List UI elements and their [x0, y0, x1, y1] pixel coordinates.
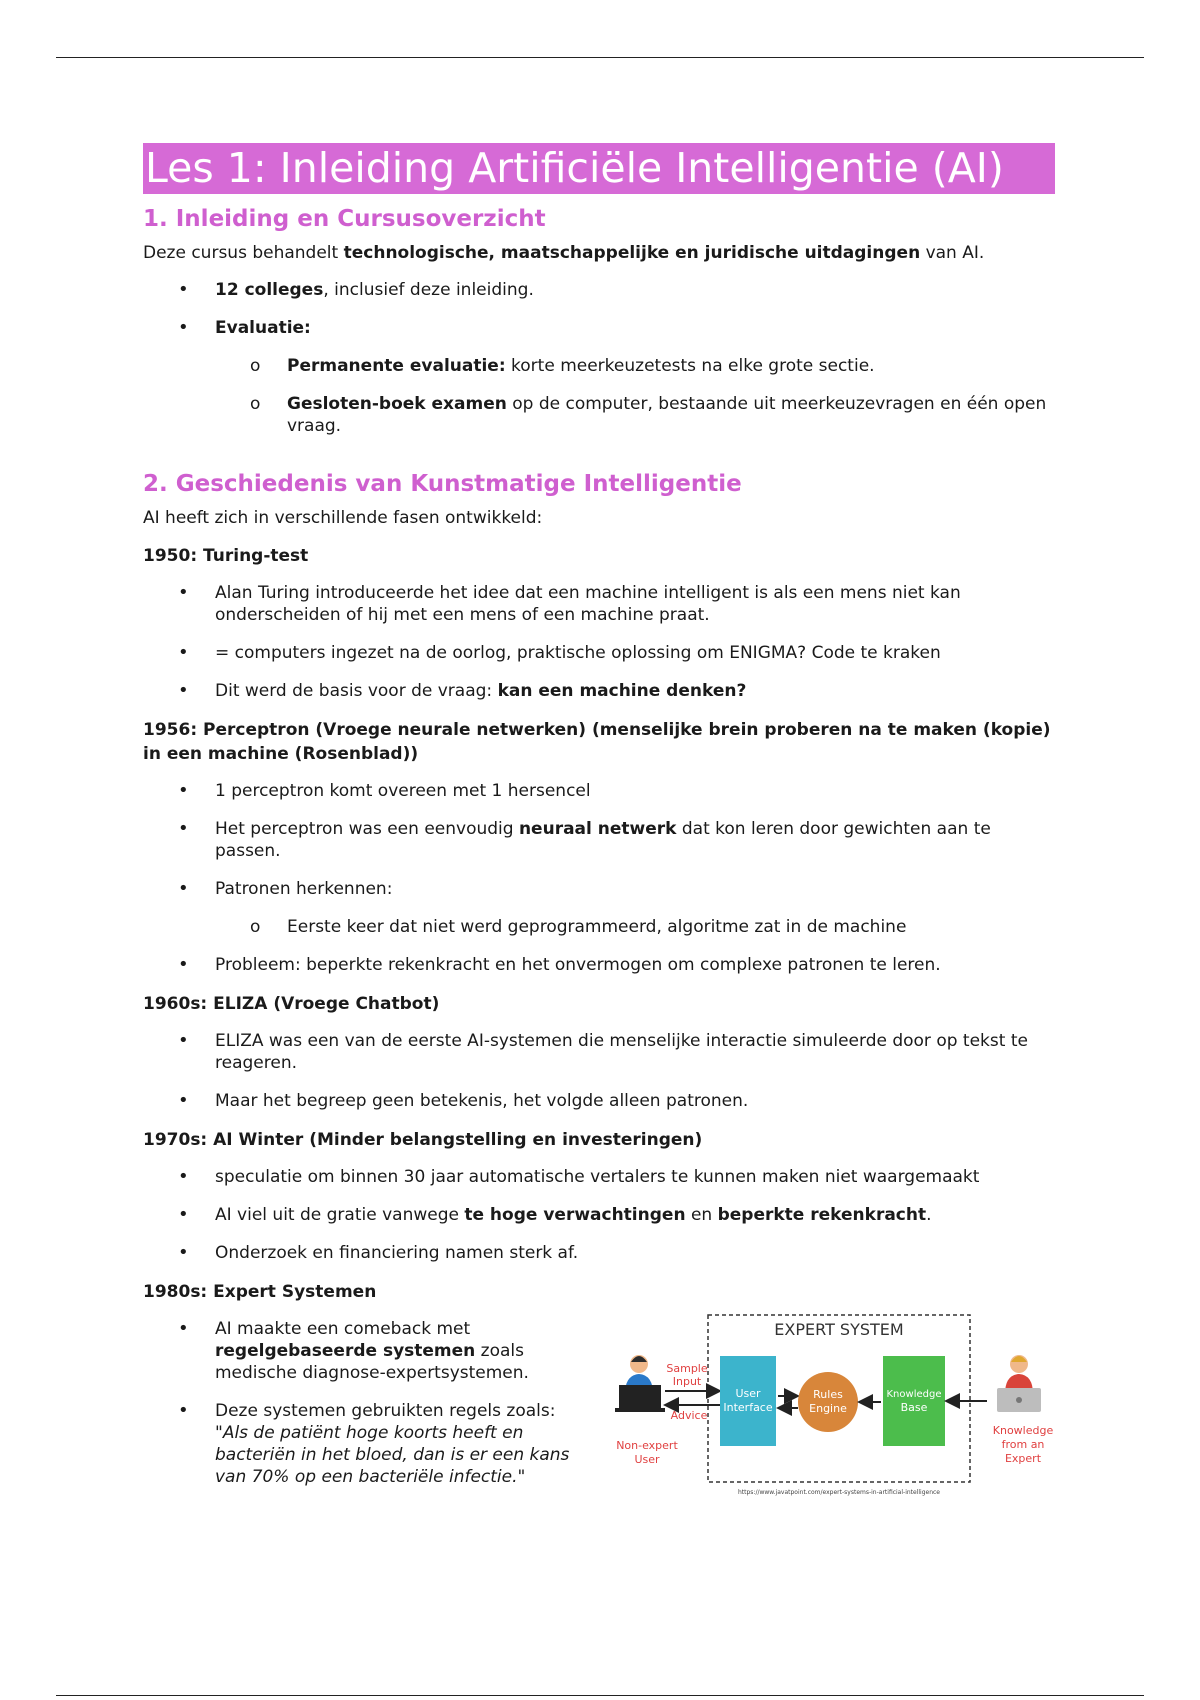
section-1-list	[143, 279, 1055, 437]
rules-engine-label-1: Rules	[813, 1388, 843, 1401]
period-1980-list	[143, 1318, 599, 1488]
document-body	[143, 143, 1055, 1504]
rules-engine-label-2: Engine	[809, 1402, 847, 1415]
list-item: o Permanente evaluatie: korte meerkeuzetests na elke grote sectie.	[215, 355, 1055, 377]
bottom-rule	[56, 1695, 1144, 1696]
list-item: • AI maakte een comeback met regelgebaseerde systemen zoals medische diagnose-expertsystemen.	[143, 1318, 599, 1384]
period-1960-list	[143, 1030, 1055, 1112]
list-item: • speculatie om binnen 30 jaar automatische vertalers te kunnen maken niet waargemaakt	[143, 1166, 1055, 1188]
list-item: • = computers ingezet na de oorlog, praktische oplossing om ENIGMA? Code te kraken	[143, 642, 1055, 664]
source-url: https://www.javatpoint.com/expert-systems-in-artificial-intelligence	[737, 1489, 941, 1496]
list-item: • Maar het begreep geen betekenis, het volgde alleen patronen.	[143, 1090, 1055, 1112]
expert-system-svg	[595, 1302, 1055, 1502]
list-item: • Het perceptron was een eenvoudig neuraal netwerk dat kon leren door gewichten aan te passen.	[143, 818, 1055, 862]
expert-system-diagram	[595, 1302, 1055, 1502]
list-item: • Deze systemen gebruikten regels zoals: "Als de patiënt hoge koorts heeft en bacteriën in het bloed, dan is er een kans van 70% op een bacteriële infectie."	[143, 1400, 599, 1488]
advice-label: Advice	[670, 1409, 708, 1422]
list-item: • Evaluatie: o Permanente evaluatie: korte meerkeuzetests na elke grote sectie. o Gesloten-boek examen op de computer, bestaande uit meerkeuzevragen en één open vraag.	[143, 317, 1055, 437]
non-expert-label-1: Non-expert	[616, 1439, 678, 1452]
user-interface-label-1: User	[735, 1387, 761, 1400]
expert-row	[143, 1318, 1055, 1504]
period-1970-heading: 1970s: AI Winter (Minder belangstelling en investeringen)	[143, 1130, 703, 1150]
period-1956-heading: 1956: Perceptron (Vroege neurale netwerken) (menselijke brein proberen na te maken (kopie) in een machine (Rosenblad))	[143, 720, 1051, 764]
section-2-heading: 2. Geschiedenis van Kunstmatige Intelligentie	[143, 471, 742, 497]
pattern-sublist	[215, 916, 1055, 938]
list-item: • 1 perceptron komt overeen met 1 hersencel	[143, 780, 1055, 802]
list-item: • Probleem: beperkte rekenkracht en het onvermogen om complexe patronen te leren.	[143, 954, 1055, 976]
top-rule	[56, 57, 1144, 58]
diagram-title: EXPERT SYSTEM	[774, 1320, 904, 1339]
list-item: • Patronen herkennen: o Eerste keer dat niet werd geprogrammeerd, algoritme zat in de machine	[143, 878, 1055, 938]
list-item: • Onderzoek en financiering namen sterk af.	[143, 1242, 1055, 1264]
rule-quote: "Als de patiënt hoge koorts heeft en bacteriën in het bloed, dan is er een kans van 70% op een bacteriële infectie."	[215, 1423, 570, 1487]
list-item: o Eerste keer dat niet werd geprogrammeerd, algoritme zat in de machine	[215, 916, 1055, 938]
period-1956-list	[143, 780, 1055, 976]
user-interface-label-2: Interface	[723, 1401, 773, 1414]
expert-label-2: from an	[1001, 1438, 1045, 1451]
period-1950-list	[143, 582, 1055, 702]
non-expert-label-2: User	[634, 1453, 660, 1466]
sample-input-label-1: Sample	[666, 1362, 708, 1375]
expert-text	[143, 1318, 599, 1504]
sample-input-label-2: Input	[672, 1375, 702, 1388]
section-2-intro: AI heeft zich in verschillende fasen ontwikkeld:	[143, 508, 543, 528]
expert-label-3: Expert	[1004, 1452, 1042, 1465]
list-item: • Alan Turing introduceerde het idee dat een machine intelligent is als een mens niet kan onderscheiden of hij met een mens of een machine praat.	[143, 582, 1055, 626]
section-1-heading: 1. Inleiding en Cursusoverzicht	[143, 206, 546, 232]
list-item: o Gesloten-boek examen op de computer, bestaande uit meerkeuzevragen en één open vraag.	[215, 393, 1055, 437]
period-1960-heading: 1960s: ELIZA (Vroege Chatbot)	[143, 994, 440, 1014]
non-expert-user-icon	[615, 1355, 665, 1412]
evaluation-sublist	[215, 355, 1055, 437]
list-item: • Dit werd de basis voor de vraag: kan een machine denken?	[143, 680, 1055, 702]
list-item: • ELIZA was een van de eerste AI-systemen die menselijke interactie simuleerde door op tekst te reageren.	[143, 1030, 1055, 1074]
knowledge-base-label-2: Base	[900, 1401, 928, 1414]
expert-label-1: Knowledge	[992, 1424, 1054, 1437]
period-1980-heading: 1980s: Expert Systemen	[143, 1282, 377, 1302]
list-item: • 12 colleges, inclusief deze inleiding.	[143, 279, 1055, 301]
page-title: Les 1: Inleiding Artificiële Intelligentie (AI)	[143, 143, 1055, 194]
period-1950-heading: 1950: Turing-test	[143, 546, 309, 566]
period-1970-list	[143, 1166, 1055, 1264]
list-item: • AI viel uit de gratie vanwege te hoge verwachtingen en beperkte rekenkracht.	[143, 1204, 1055, 1226]
expert-icon	[997, 1355, 1041, 1412]
section-1-intro: Deze cursus behandelt technologische, maatschappelijke en juridische uitdagingen van AI.	[143, 243, 985, 263]
knowledge-base-label-1: Knowledge	[886, 1389, 942, 1400]
